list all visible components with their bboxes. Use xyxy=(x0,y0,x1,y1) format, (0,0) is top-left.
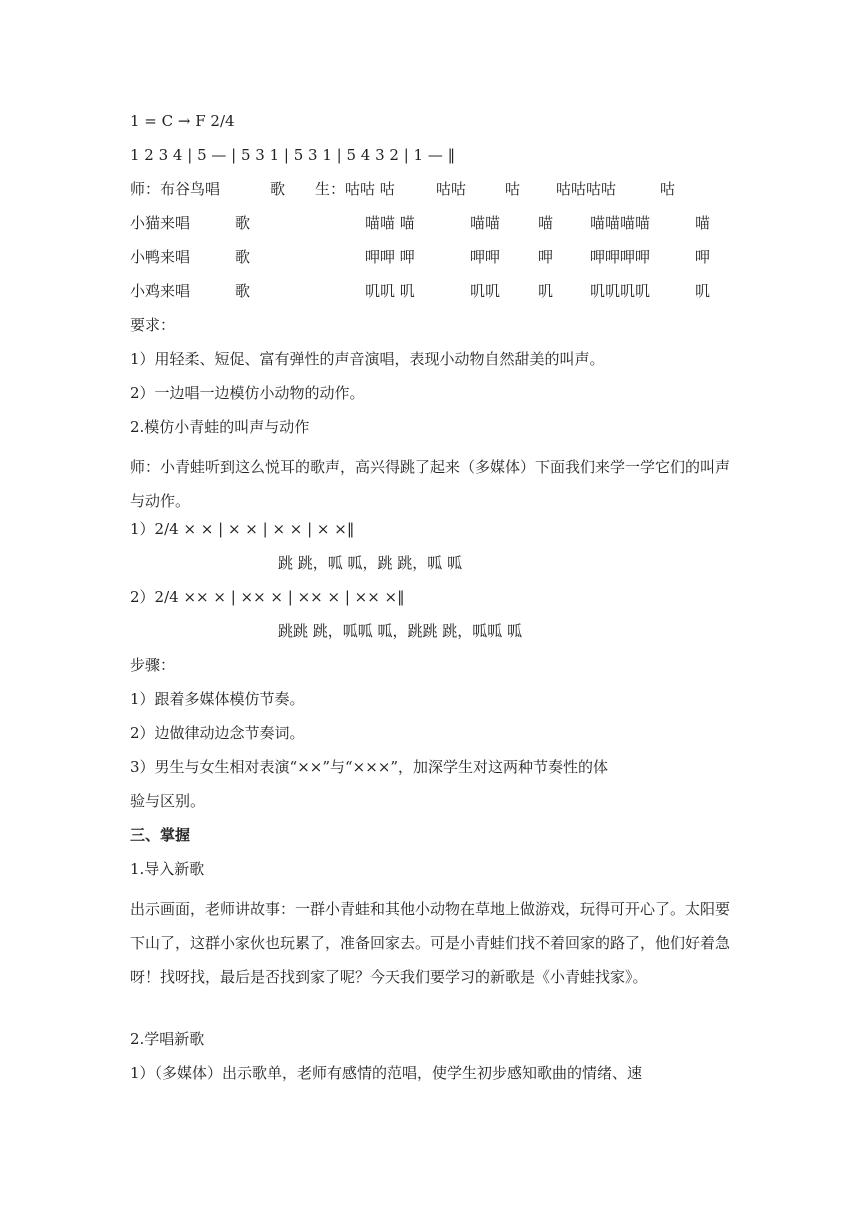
rhythm-lyric: 跳跳 跳，呱呱 呱，跳跳 跳，呱呱 呱 xyxy=(278,622,523,640)
animal-row-singer: 小鸭来唱 xyxy=(130,248,191,266)
animal-row-sound: 呷呷呷呷 xyxy=(590,248,651,266)
animal-row-singer: 小猫来唱 xyxy=(130,214,191,232)
requirement-item: 1）用轻柔、短促、富有弹性的声音演唱，表现小动物自然甜美的叫声。 xyxy=(130,350,605,368)
animal-row-song: 歌 xyxy=(235,248,251,266)
animal-row-sound: 叽 xyxy=(695,282,711,300)
animal-row-sound: 叽 xyxy=(538,282,554,300)
animal-row-song: 歌 xyxy=(235,214,251,232)
animal-row-sound: 咕咕咕咕 xyxy=(556,180,617,198)
animal-row-sound: 叽叽 xyxy=(470,282,501,300)
subsection-title: 1.导入新歌 xyxy=(130,860,205,878)
requirements-heading: 要求： xyxy=(130,316,176,334)
animal-row-sound: 咕咕 xyxy=(436,180,467,198)
animal-row-sound: 呷呷 xyxy=(470,248,501,266)
rhythm-lyric: 跳 跳，呱 呱，跳 跳，呱 呱 xyxy=(278,554,463,572)
section-title: 2.模仿小青蛙的叫声与动作 xyxy=(130,418,310,436)
rhythm-line: 2）2/4 ×× × | ×× × | ×× × | ×× ×‖ xyxy=(130,588,405,606)
subsection-title: 2.学唱新歌 xyxy=(130,1030,205,1048)
requirement-item: 2）一边唱一边模仿小动物的动作。 xyxy=(130,384,365,402)
animal-row-sound: 呷 xyxy=(695,248,711,266)
step-item: 1）跟着多媒体模仿节奏。 xyxy=(130,690,305,708)
story-paragraph: 出示画面，老师讲故事：一群小青蛙和其他小动物在草地上做游戏，玩得可开心了。太阳要下山了，这群小家伙也玩累了，准备回家去。可是小青蛙们找不着回家的路了，他们好着急呀！找呀找，最后是否找到家了呢？今天我们要学习的新歌是《小青蛙找家》。 xyxy=(130,900,731,986)
animal-row-sound: 喵 xyxy=(695,214,711,232)
section-heading: 三、掌握 xyxy=(130,826,191,844)
teacher-paragraph: 师：小青蛙听到这么悦耳的歌声，高兴得跳了起来（多媒体）下面我们来学一学它们的叫声与动作。 xyxy=(130,458,731,510)
animal-row-sound: 喵 xyxy=(538,214,554,232)
score-key: 1 = C → F 2/4 xyxy=(130,112,235,130)
animal-row-sound: 呷 xyxy=(538,248,554,266)
learn-item: 1）（多媒体）出示歌单，老师有感情的范唱，使学生初步感知歌曲的情绪、速 xyxy=(130,1064,643,1082)
animal-row-sound: 喵喵喵喵 xyxy=(590,214,651,232)
animal-row-sound: 喵喵 喵 xyxy=(365,214,415,232)
step-item: 3）男生与女生相对表演“××”与“×××”，加深学生对这两种节奏性的体 xyxy=(130,758,609,776)
animal-row-singer: 师：布谷鸟唱 xyxy=(130,180,221,198)
rhythm-line: 1）2/4 × × | × × | × × | × ×‖ xyxy=(130,520,355,538)
animal-row-singer: 小鸡来唱 xyxy=(130,282,191,300)
animal-row-sound: 叽叽 叽 xyxy=(365,282,415,300)
animal-row-song: 歌 xyxy=(235,282,251,300)
animal-row-song: 歌 xyxy=(270,180,286,198)
score-notes: 1 2 3 4 | 5 — | 5 3 1 | 5 3 1 | 5 4 3 2 | 1 — ‖ xyxy=(130,146,456,164)
step-item-continued: 验与区别。 xyxy=(130,792,206,810)
animal-row-sound: 喵喵 xyxy=(470,214,501,232)
animal-row-sound: 呷呷 呷 xyxy=(365,248,415,266)
animal-row-sound: 咕 xyxy=(505,180,521,198)
animal-row-sound: 生：咕咕 咕 xyxy=(315,180,395,198)
animal-row-sound: 叽叽叽叽 xyxy=(590,282,651,300)
steps-heading: 步骤： xyxy=(130,656,176,674)
step-item: 2）边做律动边念节奏词。 xyxy=(130,724,305,742)
animal-row-sound: 咕 xyxy=(660,180,676,198)
